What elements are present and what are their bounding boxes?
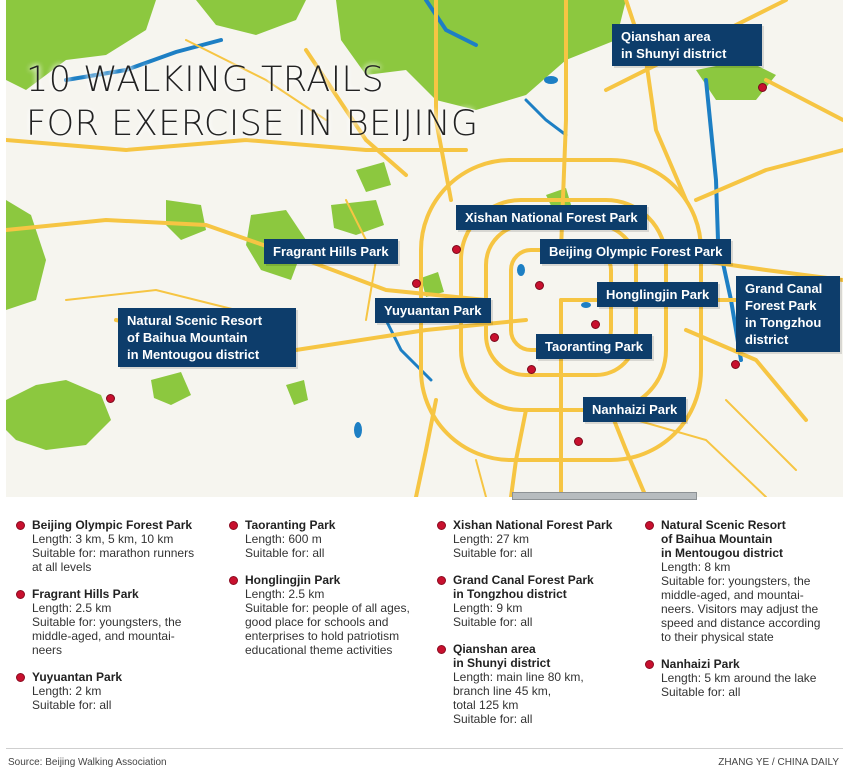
map-label-grand-canal bbox=[736, 276, 840, 352]
legend-entry-nanhaizi bbox=[645, 657, 845, 699]
marker-honglingjin[interactable] bbox=[591, 320, 600, 329]
map-label-line: of Baihua Mountain bbox=[127, 330, 248, 345]
legend-entry-detail: total 125 km bbox=[453, 698, 519, 712]
legend-entry-detail: Length: 2.5 km bbox=[32, 601, 112, 615]
bullet-dot bbox=[437, 576, 446, 585]
legend-entry-name: Fragrant Hills Park bbox=[32, 587, 139, 601]
legend-entry-detail: Suitable for: all bbox=[245, 546, 325, 560]
marker-nanhaizi[interactable] bbox=[574, 437, 583, 446]
beijing-map bbox=[6, 0, 843, 497]
legend-entry-detail: Suitable for: all bbox=[453, 546, 533, 560]
map-label-fragrant-hills bbox=[264, 239, 398, 264]
bullet-dot bbox=[645, 521, 654, 530]
marker-grand-canal[interactable] bbox=[731, 360, 740, 369]
legend-entry-baihua bbox=[645, 518, 845, 644]
footer-divider bbox=[6, 748, 843, 749]
legend-entry-detail: Length: 600 m bbox=[245, 532, 322, 546]
marker-qianshan[interactable] bbox=[758, 83, 767, 92]
bullet-dot bbox=[16, 521, 25, 530]
legend-entry-name: Taoranting Park bbox=[245, 518, 336, 532]
legend-entry-qianshan bbox=[437, 642, 647, 726]
legend-entry-detail: Suitable for: marathon runners bbox=[32, 546, 195, 560]
legend-entry-grand-canal bbox=[437, 573, 647, 629]
legend-entry-name: Beijing Olympic Forest Park bbox=[32, 518, 193, 532]
map-label-line: Forest Park bbox=[745, 298, 817, 313]
legend-entry-detail: Length: 8 km bbox=[661, 560, 731, 574]
legend-entry-detail: branch line 45 km, bbox=[453, 684, 552, 698]
marker-taoranting[interactable] bbox=[527, 365, 536, 374]
map-label-line: Qianshan area bbox=[621, 29, 711, 44]
marker-baihua[interactable] bbox=[106, 394, 115, 403]
legend-entry-name: of Baihua Mountain bbox=[661, 532, 773, 546]
marker-fragrant-hills[interactable] bbox=[412, 279, 421, 288]
legend-entry-name: Qianshan area bbox=[453, 642, 536, 656]
legend-entry-name: Honglingjin Park bbox=[245, 573, 341, 587]
scale-bar bbox=[512, 492, 697, 500]
map-label-line: Honglingjin Park bbox=[606, 287, 710, 302]
legend-entry-detail: Length: 5 km around the lake bbox=[661, 671, 817, 685]
map-label-line: Grand Canal bbox=[745, 281, 823, 296]
map-label-line: Beijing Olympic Forest Park bbox=[549, 244, 723, 259]
legend-entry-detail: Length: main line 80 km, bbox=[453, 670, 584, 684]
legend-entry-detail: Suitable for: youngsters, the bbox=[32, 615, 182, 629]
credit-line: ZHANG YE / CHINA DAILY bbox=[718, 757, 839, 768]
bullet-dot bbox=[16, 590, 25, 599]
legend-entry-detail: Suitable for: all bbox=[32, 698, 112, 712]
marker-xishan[interactable] bbox=[452, 245, 461, 254]
legend-entry-honglingjin bbox=[229, 573, 429, 657]
legend-entry-detail: to their physical state bbox=[661, 630, 774, 644]
map-label-honglingjin bbox=[597, 282, 718, 307]
legend-entry-detail: Length: 27 km bbox=[453, 532, 530, 546]
legend-column-1 bbox=[16, 518, 221, 725]
map-label-line: Taoranting Park bbox=[545, 339, 644, 354]
legend-entry-detail: Suitable for: all bbox=[453, 615, 533, 629]
legend-entry-name: Natural Scenic Resort bbox=[661, 518, 786, 532]
map-title-line-1: 10 WALKING TRAILS bbox=[26, 60, 385, 100]
map-label-line: Fragrant Hills Park bbox=[273, 244, 389, 259]
bullet-dot bbox=[229, 576, 238, 585]
legend-entry-detail: Suitable for: people of all ages, bbox=[245, 601, 410, 615]
map-label-line: in Tongzhou bbox=[745, 315, 822, 330]
marker-yuyuantan[interactable] bbox=[490, 333, 499, 342]
legend-entry-detail: neers bbox=[32, 643, 63, 657]
map-label-line: district bbox=[745, 332, 789, 347]
legend-entry-detail: Length: 3 km, 5 km, 10 km bbox=[32, 532, 174, 546]
map-title bbox=[26, 58, 479, 146]
legend-entry-detail: Length: 2.5 km bbox=[245, 587, 325, 601]
map-label-line: Xishan National Forest Park bbox=[465, 210, 638, 225]
map-label-yuyuantan bbox=[375, 298, 491, 323]
map-label-line: in Mentougou district bbox=[127, 347, 260, 362]
map-label-olympic bbox=[540, 239, 731, 264]
legend-column-2 bbox=[229, 518, 429, 670]
legend-entry-name: Xishan National Forest Park bbox=[453, 518, 613, 532]
legend-entry-name: in Mentougou district bbox=[661, 546, 783, 560]
bullet-dot bbox=[645, 660, 654, 669]
legend-entry-detail: Length: 9 km bbox=[453, 601, 523, 615]
legend-entry-fragrant-hills bbox=[16, 587, 221, 657]
map-label-taoranting bbox=[536, 334, 652, 359]
bullet-dot bbox=[16, 673, 25, 682]
legend-entry-name: Yuyuantan Park bbox=[32, 670, 123, 684]
map-label-line: Natural Scenic Resort bbox=[127, 313, 263, 328]
legend-entry-detail: middle-aged, and mountai- bbox=[661, 588, 804, 602]
legend-entry-name: in Shunyi district bbox=[453, 656, 551, 670]
map-label-xishan bbox=[456, 205, 647, 230]
map-label-nanhaizi bbox=[583, 397, 686, 422]
map-label-baihua bbox=[118, 308, 296, 367]
map-title-line-2: FOR EXERCISE IN BEIJING bbox=[26, 104, 479, 144]
legend-entry-name: Nanhaizi Park bbox=[661, 657, 740, 671]
legend-entry-detail: Suitable for: all bbox=[453, 712, 533, 726]
legend-column-4 bbox=[645, 518, 845, 712]
legend-entry-detail: educational theme activities bbox=[245, 643, 393, 657]
map-label-line: Nanhaizi Park bbox=[592, 402, 678, 417]
source-note: Source: Beijing Walking Association bbox=[8, 757, 167, 768]
legend-entry-detail: Length: 2 km bbox=[32, 684, 102, 698]
legend-entry-name: Grand Canal Forest Park bbox=[453, 573, 594, 587]
legend-entry-detail: at all levels bbox=[32, 560, 92, 574]
legend-entry-xishan bbox=[437, 518, 647, 560]
legend-entry-detail: enterprises to hold patriotism bbox=[245, 629, 400, 643]
map-label-line: in Shunyi district bbox=[621, 46, 727, 61]
legend-entry-taoranting bbox=[229, 518, 429, 560]
legend-entry-detail: good place for schools and bbox=[245, 615, 389, 629]
marker-olympic[interactable] bbox=[535, 281, 544, 290]
legend-entry-detail: Suitable for: youngsters, the bbox=[661, 574, 811, 588]
legend-entry-detail: middle-aged, and mountai- bbox=[32, 629, 175, 643]
legend-entry-name: in Tongzhou district bbox=[453, 587, 567, 601]
bullet-dot bbox=[437, 521, 446, 530]
bullet-dot bbox=[229, 521, 238, 530]
legend-entry-detail: speed and distance according bbox=[661, 616, 821, 630]
map-label-qianshan bbox=[612, 24, 762, 66]
legend-entry-olympic bbox=[16, 518, 221, 574]
legend-entry-yuyuantan bbox=[16, 670, 221, 712]
bullet-dot bbox=[437, 645, 446, 654]
legend-entry-detail: Suitable for: all bbox=[661, 685, 741, 699]
map-label-line: Yuyuantan Park bbox=[384, 303, 482, 318]
legend-column-3 bbox=[437, 518, 647, 739]
legend-entry-detail: neers. Visitors may adjust the bbox=[661, 602, 819, 616]
